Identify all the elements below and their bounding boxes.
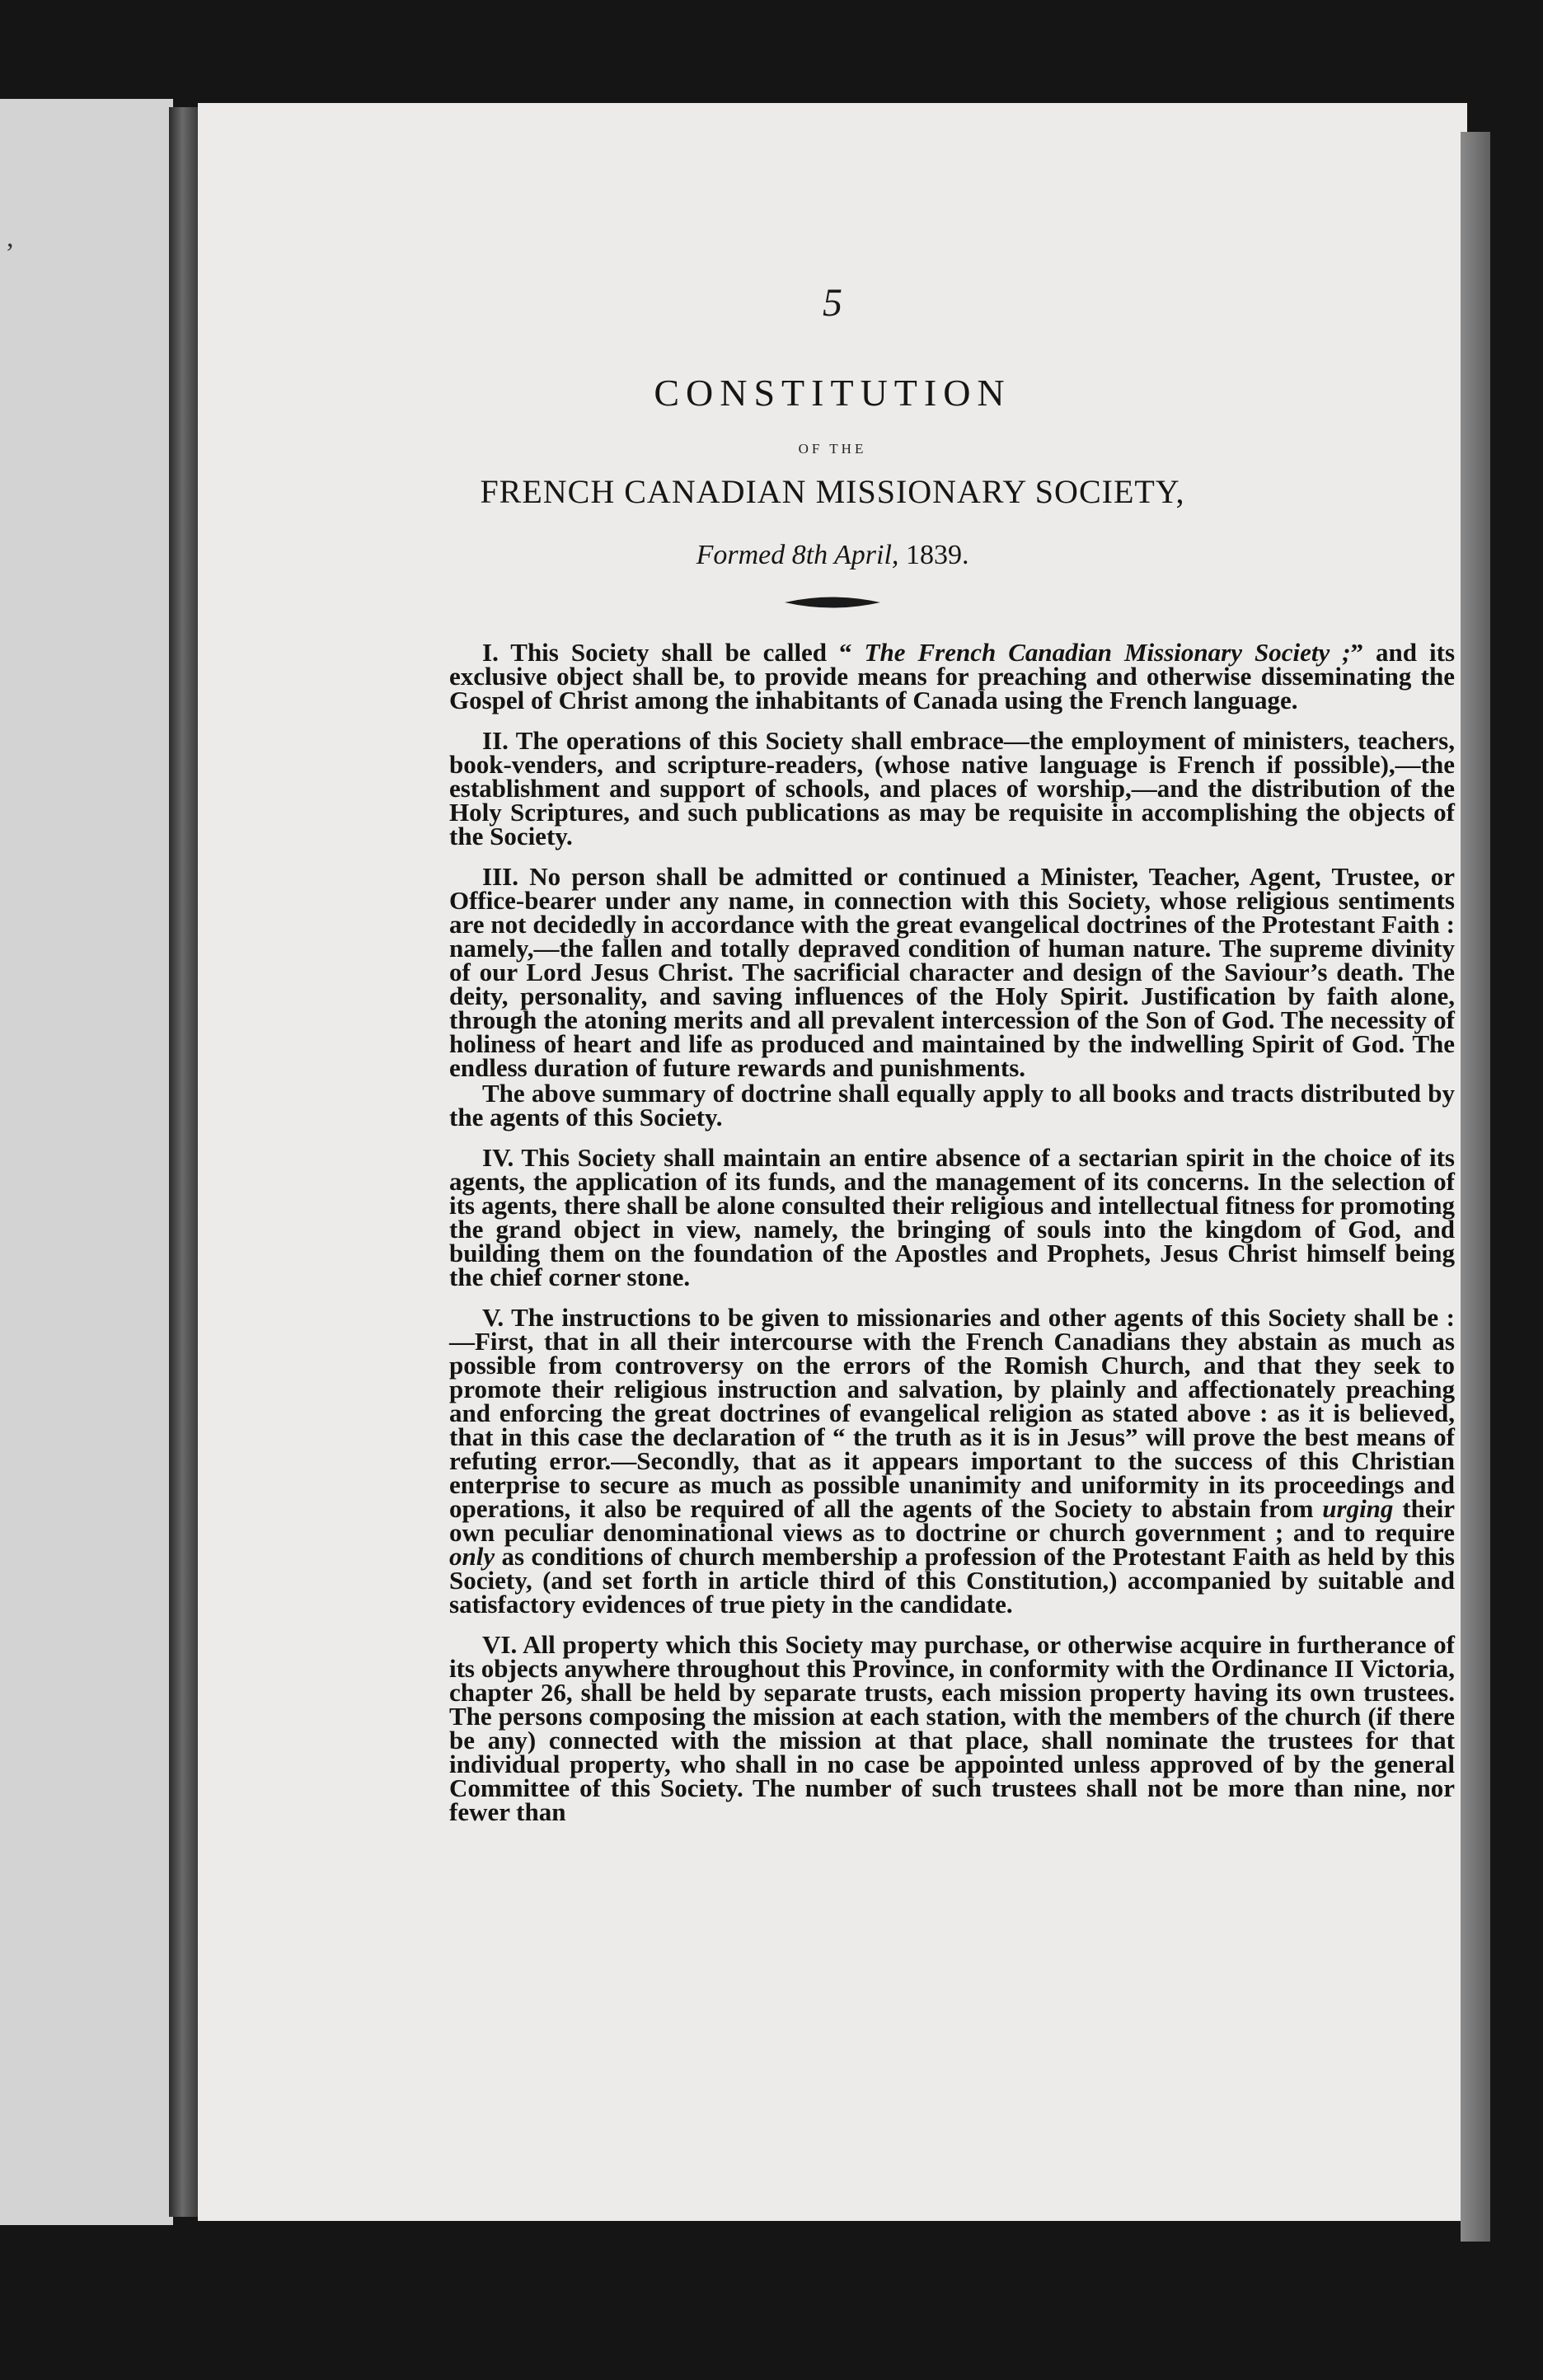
article-text: This Society shall maintain an entire absence of a sectarian spirit in the choice of its agents, the application of its funds, and the management of its concerns. In the selection of its agents, there shall be alone consulted their religious and intellectual fitness for promoting the grand object in view, namely, the bringing of souls into the kingdom of God, and building them on the foundation of the Apostles and Prophets, Jesus Christ himself being the chief corner stone.: [449, 1143, 1455, 1291]
article-numeral: II.: [482, 726, 509, 755]
formation-date: [198, 540, 1467, 571]
book-spine: [169, 107, 199, 2217]
article-text: The instructions to be given to missionaries and other agents of this Society shall be :—First, that in all their intercourse with the French Canadians they abstain as much as possible from controversy on the errors of the Romish Church, and that they seek to promote their religious instruction and salvation, by plainly and affectionately preaching and enforcing the great doctrines of evangelical religion as stated above : as it is believed, that in this case the declaration of “ the truth as it is in Jesus” will prove the best means of refuting error.—Secondly, that as it appears important to the success of this Christian enterprise to secure as much as possible unanimity and uniformity in its proceedings and operations, it also be required of all the agents of the Society to abstain from: [449, 1303, 1455, 1523]
article-text: No person shall be admitted or continued a Minister, Teacher, Agent, Trustee, or Office-bearer under any name, in connection with this Society, whose religious sentiments are not decidedly in accordance with the great evangelical doctrines of the Protestant Faith : namely,—the fallen and totally depraved condition of human nature. The supreme divinity of our Lord Jesus Christ. The sacrificial character and design of the Saviour’s death. The deity, personality, and saving influences of the Holy Spirit. Justification by faith alone, through the atoning merits and all prevalent intercession of the Son of God. The necessity of holiness of heart and life as produced and maintained by the indwelling Spirit of God. The endless duration of future rewards and punishments.: [449, 862, 1455, 1082]
article-numeral: I.: [482, 638, 499, 667]
ornament-rule-icon: [783, 593, 882, 611]
society-name-italic: The French Canadian Missionary Society ;: [864, 638, 1351, 667]
article-text: their own peculiar denominational views as to doctrine or church government ; and to require: [449, 1494, 1455, 1547]
article-5: [449, 1303, 1455, 1619]
article-numeral: IV.: [482, 1143, 514, 1172]
article-text: ” and its exclusive object shall be, to provide means for preaching and otherwise disseminating the Gospel of Christ among the inhabitants of Canada using the French language.: [449, 638, 1456, 714]
article-3: [449, 864, 1455, 1080]
article-text: All property which this Society may purchase, or otherwise acquire in furtherance of its objects anywhere throughout this Province, in conformity with the Ordinance II Victoria, chapter 26, shall be held by separate trusts, each mission property having its own trustees. The persons composing the mission at each station, with the members of the church (if there be any) connected with the mission at that place, shall nominate the trustees for that individual property, who shall in no case be appointed unless approved of by the general Committee of this Society. The number of such trustees shall not be more than nine, nor fewer than: [449, 1630, 1455, 1826]
constitution-body: [449, 640, 1455, 1840]
facing-page: [0, 99, 173, 2225]
society-name: FRENCH CANADIAN MISSIONARY SOCIETY,: [480, 473, 1185, 510]
article-text: as conditions of church membership a profession of the Protestant Faith as held by this Society, (and set forth in article third of this Constitution,) accompanied by suitable and satisfactory evidences of true piety in the candidate.: [449, 1542, 1455, 1619]
article-2: [449, 726, 1455, 850]
facing-page-mark: ,: [7, 223, 14, 253]
page-number: 5: [823, 281, 842, 325]
article-4: [449, 1145, 1455, 1289]
page-stack-edge: [1461, 132, 1490, 2242]
article-3-continuation: The above summary of doctrine shall equally apply to all books and tracts distributed by the agents of this Society.: [449, 1079, 1455, 1131]
article-6: [449, 1630, 1455, 1826]
article-1: [449, 640, 1455, 712]
ornament-divider: [198, 593, 1467, 616]
page-title: CONSTITUTION: [654, 372, 1011, 414]
title-connector: OF THE: [798, 441, 867, 457]
emphasis-word: only: [449, 1542, 495, 1571]
article-numeral: III.: [482, 862, 518, 891]
document-page: [198, 103, 1467, 2221]
formation-date-label: Formed 8th April,: [696, 540, 899, 570]
article-numeral: VI.: [482, 1630, 518, 1659]
article-numeral: V.: [482, 1303, 504, 1332]
emphasis-word: urging: [1322, 1494, 1394, 1523]
article-text: The operations of this Society shall embrace—the employment of ministers, teachers, book-venders, and scripture-readers, (whose native language is French if possible),—the establishment and support of schools, and places of worship,—and the distribution of the Holy Scriptures, and such publications as may be requisite in accomplishing the objects of the Society.: [449, 726, 1455, 850]
article-text: This Society shall be called “: [498, 638, 865, 667]
formation-year: 1839.: [898, 540, 969, 570]
